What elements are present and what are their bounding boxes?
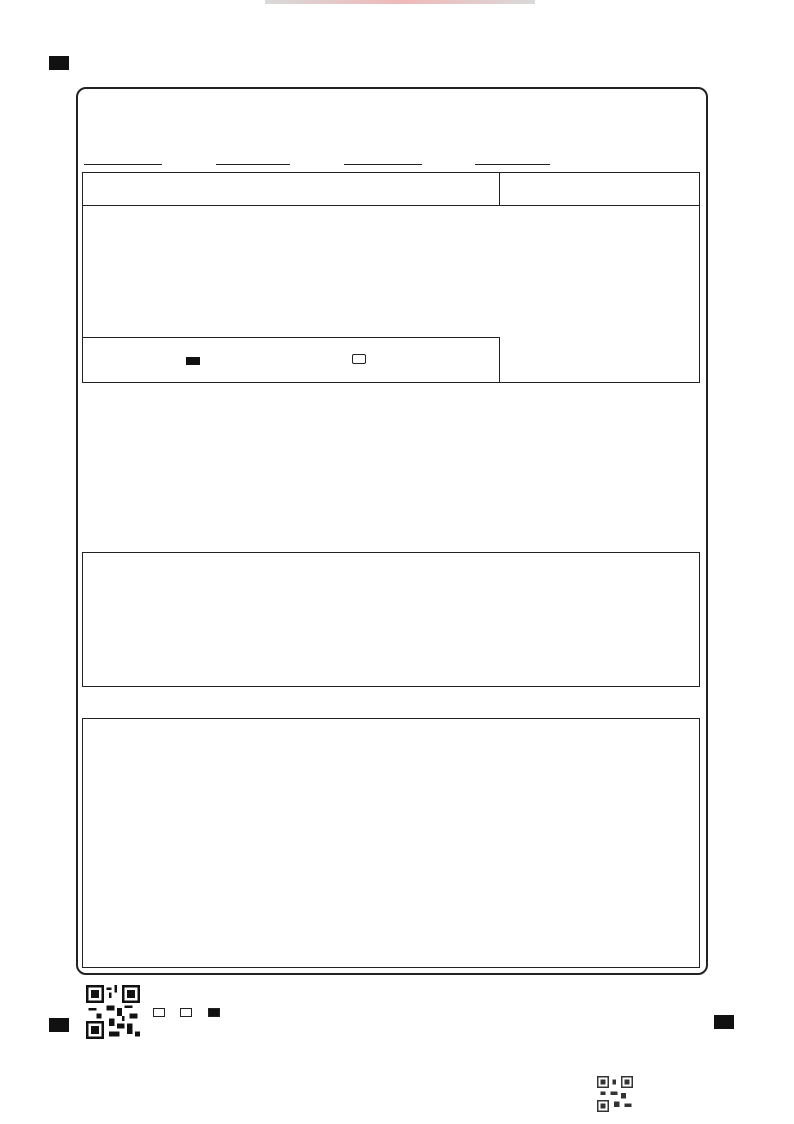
exam-id-heading — [500, 173, 700, 206]
exam-room-blank[interactable] — [344, 151, 422, 165]
footer-box-filled — [208, 1008, 220, 1017]
fill-blank-box — [82, 552, 700, 687]
class-field[interactable] — [216, 147, 290, 165]
exam-room-field[interactable] — [344, 147, 422, 165]
scanner-qr-icon — [597, 1076, 633, 1112]
class-blank[interactable] — [216, 151, 290, 165]
notice-heading — [82, 173, 500, 206]
seat-blank[interactable] — [475, 151, 550, 165]
qr-code-icon — [86, 985, 140, 1039]
top-edge-stripe — [265, 0, 535, 4]
answer-area-29[interactable] — [82, 718, 700, 968]
absent-checkbox[interactable] — [352, 354, 366, 364]
corner-mark — [49, 1018, 69, 1032]
correct-fill-example — [186, 357, 200, 365]
footer-box-empty — [180, 1008, 192, 1017]
fill-example-row — [82, 337, 500, 382]
seat-field[interactable] — [475, 147, 550, 165]
name-blank[interactable] — [84, 151, 162, 165]
name-field[interactable] — [84, 147, 162, 165]
footer-box-empty — [153, 1008, 165, 1017]
corner-mark — [714, 1015, 734, 1029]
corner-mark — [49, 56, 69, 70]
